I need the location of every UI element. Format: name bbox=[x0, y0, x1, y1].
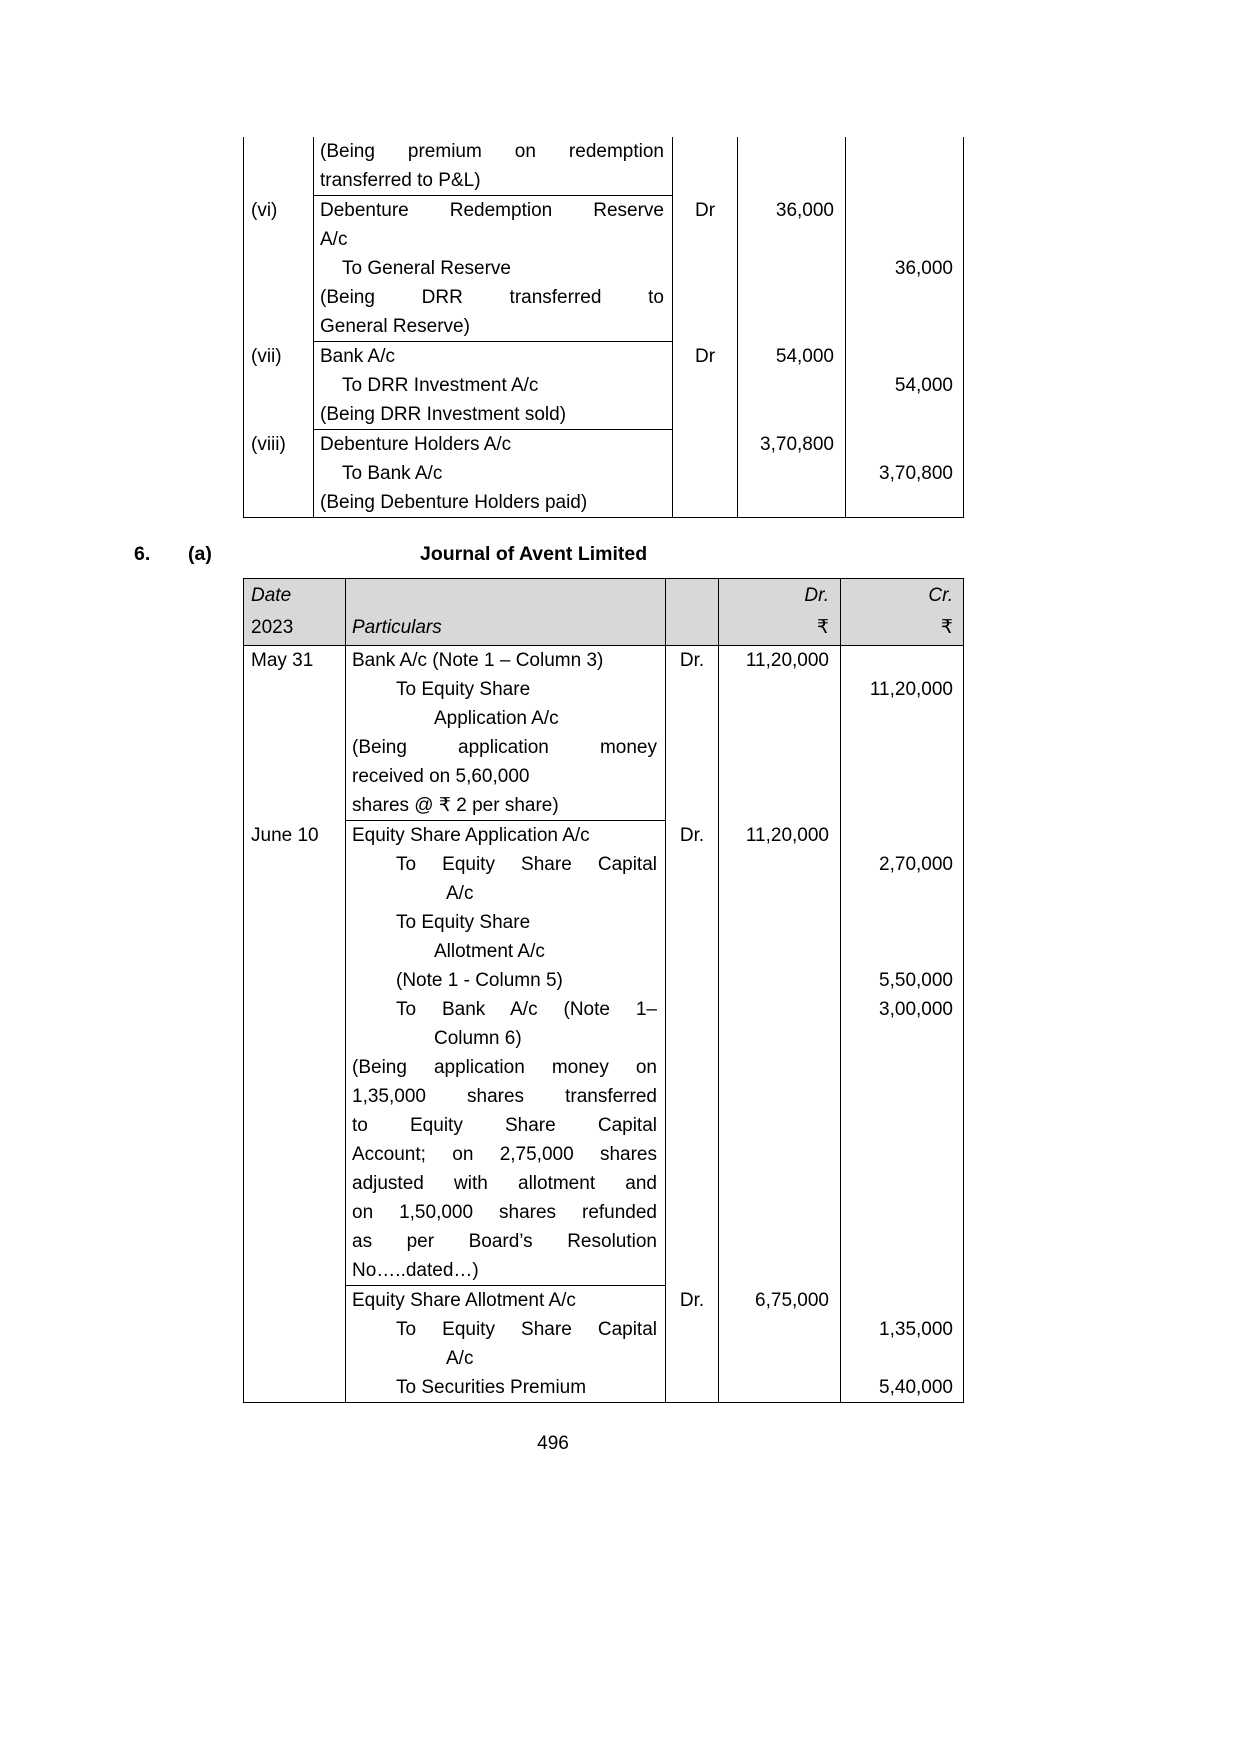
journal-line bbox=[244, 1227, 964, 1256]
particulars-cell: To General Reserve bbox=[314, 254, 673, 283]
journal-line bbox=[244, 1140, 964, 1169]
credit-amount-cell: 1,35,000 bbox=[841, 1315, 964, 1344]
credit-amount-cell bbox=[841, 762, 964, 791]
date-cell bbox=[244, 1053, 346, 1082]
date-cell bbox=[244, 1286, 346, 1316]
credit-amount-cell bbox=[841, 1082, 964, 1111]
credit-amount-cell: 2,70,000 bbox=[841, 850, 964, 879]
date-cell bbox=[244, 1227, 346, 1256]
question-number: 6. bbox=[134, 543, 151, 565]
credit-amount-cell: 3,70,800 bbox=[846, 459, 964, 488]
credit-amount-cell: 54,000 bbox=[846, 371, 964, 400]
debit-amount-cell bbox=[719, 1373, 841, 1403]
credit-amount-cell bbox=[841, 1344, 964, 1373]
journal-line bbox=[244, 254, 964, 283]
journal-line bbox=[244, 488, 964, 518]
debit-amount-cell bbox=[719, 733, 841, 762]
dr-label-cell bbox=[666, 937, 719, 966]
journal-line bbox=[244, 1344, 964, 1373]
credit-amount-cell bbox=[841, 1169, 964, 1198]
journal-line bbox=[244, 342, 964, 372]
dr-label-cell bbox=[673, 254, 738, 283]
date-cell bbox=[244, 675, 346, 704]
particulars-cell: A/c bbox=[346, 879, 666, 908]
particulars-column-header bbox=[346, 579, 666, 646]
particulars-cell: To Equity Share bbox=[346, 675, 666, 704]
journal-line bbox=[244, 225, 964, 254]
journal-title: Journal of Avent Limited bbox=[420, 543, 648, 565]
journal-line bbox=[244, 966, 964, 995]
particulars-cell: Account; on 2,75,000 shares bbox=[346, 1140, 666, 1169]
date-cell bbox=[244, 1111, 346, 1140]
debit-amount-cell bbox=[719, 1315, 841, 1344]
credit-amount-cell bbox=[846, 166, 964, 196]
journal-line bbox=[244, 1111, 964, 1140]
dr-label-cell bbox=[666, 704, 719, 733]
debit-amount-cell bbox=[719, 1344, 841, 1373]
particulars-cell: 1,35,000 shares transferred bbox=[346, 1082, 666, 1111]
credit-amount-cell bbox=[841, 1256, 964, 1286]
debit-amount-cell bbox=[719, 1198, 841, 1227]
credit-amount-cell: 11,20,000 bbox=[841, 675, 964, 704]
entry-ref-cell bbox=[244, 137, 314, 166]
credit-amount-cell bbox=[846, 400, 964, 430]
particulars-cell: A/c bbox=[346, 1344, 666, 1373]
date-cell bbox=[244, 1082, 346, 1111]
credit-amount-cell bbox=[841, 1198, 964, 1227]
credit-amount-cell bbox=[846, 342, 964, 372]
journal-line bbox=[244, 1256, 964, 1286]
journal-line bbox=[244, 1286, 964, 1316]
entry-ref-cell bbox=[244, 225, 314, 254]
debit-amount-cell bbox=[738, 137, 846, 166]
dr-label-cell bbox=[666, 1169, 719, 1198]
credit-amount-cell bbox=[841, 1286, 964, 1316]
date-cell bbox=[244, 1373, 346, 1403]
date-cell bbox=[244, 1315, 346, 1344]
particulars-cell: (Being premium on redemption bbox=[314, 137, 673, 166]
debit-amount-cell bbox=[738, 488, 846, 518]
dr-label-cell bbox=[673, 400, 738, 430]
particulars-cell: To Equity Share Capital bbox=[346, 1315, 666, 1344]
credit-amount-cell bbox=[841, 1053, 964, 1082]
journal-line bbox=[244, 850, 964, 879]
debit-amount-cell bbox=[719, 1169, 841, 1198]
dr-label-cell bbox=[666, 1373, 719, 1403]
debit-amount-cell: 11,20,000 bbox=[719, 646, 841, 676]
credit-amount-cell bbox=[841, 879, 964, 908]
entry-ref-cell bbox=[244, 371, 314, 400]
date-cell bbox=[244, 1344, 346, 1373]
header-row bbox=[244, 579, 964, 646]
cr-label: Cr. bbox=[928, 585, 953, 606]
credit-amount-cell: 5,40,000 bbox=[841, 1373, 964, 1403]
dr-label-cell bbox=[666, 1344, 719, 1373]
entry-ref-cell bbox=[244, 400, 314, 430]
particulars-cell: (Being Debenture Holders paid) bbox=[314, 488, 673, 518]
credit-amount-cell bbox=[846, 430, 964, 460]
journal-table-avent-header bbox=[244, 579, 964, 646]
dr-label: Dr. bbox=[804, 585, 829, 606]
particulars-cell: A/c bbox=[314, 225, 673, 254]
journal-line bbox=[244, 137, 964, 166]
date-cell bbox=[244, 1256, 346, 1286]
dr-label-column-header bbox=[666, 579, 719, 646]
credit-amount-cell bbox=[841, 1024, 964, 1053]
journal-line bbox=[244, 704, 964, 733]
date-cell: May 31 bbox=[244, 646, 346, 676]
credit-amount-cell: 36,000 bbox=[846, 254, 964, 283]
dr-label-cell bbox=[673, 312, 738, 342]
dr-label-cell bbox=[666, 908, 719, 937]
particulars-label: Particulars bbox=[352, 617, 442, 638]
year-label: 2023 bbox=[251, 617, 294, 638]
date-cell bbox=[244, 995, 346, 1024]
dr-label-cell bbox=[673, 137, 738, 166]
page-number: 496 bbox=[537, 1433, 569, 1454]
particulars-cell: (Being application money bbox=[346, 733, 666, 762]
journal-line bbox=[244, 166, 964, 196]
debit-amount-cell bbox=[738, 254, 846, 283]
dr-label-cell: Dr bbox=[673, 196, 738, 226]
spacer bbox=[352, 580, 657, 612]
date-label: Date bbox=[251, 585, 292, 606]
date-cell bbox=[244, 850, 346, 879]
debit-amount-cell bbox=[719, 1111, 841, 1140]
journal-line bbox=[244, 283, 964, 312]
dr-label-cell bbox=[666, 995, 719, 1024]
debit-amount-cell bbox=[719, 908, 841, 937]
dr-label-cell bbox=[666, 1198, 719, 1227]
dr-label-cell bbox=[673, 430, 738, 460]
journal-line bbox=[244, 1053, 964, 1082]
debit-amount-cell bbox=[719, 704, 841, 733]
journal-line bbox=[244, 995, 964, 1024]
debit-column-header bbox=[719, 579, 841, 646]
credit-amount-cell bbox=[841, 791, 964, 821]
journal-line bbox=[244, 430, 964, 460]
credit-amount-cell bbox=[846, 312, 964, 342]
dr-label-cell bbox=[666, 1256, 719, 1286]
debit-amount-cell bbox=[738, 371, 846, 400]
particulars-cell: as per Board’s Resolution bbox=[346, 1227, 666, 1256]
journal-line bbox=[244, 312, 964, 342]
credit-amount-cell: 3,00,000 bbox=[841, 995, 964, 1024]
journal-table-avent-body bbox=[244, 646, 964, 1403]
dr-label-cell bbox=[666, 1053, 719, 1082]
particulars-cell: Column 6) bbox=[346, 1024, 666, 1053]
journal-line bbox=[244, 733, 964, 762]
dr-label-cell bbox=[673, 166, 738, 196]
particulars-cell: transferred to P&L) bbox=[314, 166, 673, 196]
particulars-cell: Bank A/c bbox=[314, 342, 673, 372]
entry-ref-cell bbox=[244, 254, 314, 283]
dr-label-cell bbox=[666, 1082, 719, 1111]
date-cell bbox=[244, 1198, 346, 1227]
particulars-cell: shares @ ₹ 2 per share) bbox=[346, 791, 666, 821]
debit-amount-cell bbox=[738, 312, 846, 342]
credit-amount-cell bbox=[846, 137, 964, 166]
dr-label-cell bbox=[666, 762, 719, 791]
journal-line bbox=[244, 196, 964, 226]
debit-amount-cell bbox=[738, 400, 846, 430]
date-cell bbox=[244, 762, 346, 791]
particulars-cell: to Equity Share Capital bbox=[346, 1111, 666, 1140]
journal-line bbox=[244, 1169, 964, 1198]
dr-label-cell bbox=[666, 1227, 719, 1256]
credit-amount-cell bbox=[846, 283, 964, 312]
dr-label-cell bbox=[673, 371, 738, 400]
debit-amount-cell bbox=[719, 850, 841, 879]
journal-table-continuation-body bbox=[244, 137, 964, 518]
date-cell bbox=[244, 966, 346, 995]
journal-table-avent bbox=[243, 578, 964, 1403]
date-cell bbox=[244, 733, 346, 762]
dr-label-cell bbox=[666, 1140, 719, 1169]
particulars-cell: Equity Share Application A/c bbox=[346, 821, 666, 851]
entry-ref-cell: (vi) bbox=[244, 196, 314, 226]
journal-line bbox=[244, 1198, 964, 1227]
entry-ref-cell bbox=[244, 312, 314, 342]
particulars-cell: Debenture Holders A/c bbox=[314, 430, 673, 460]
credit-amount-cell bbox=[841, 1227, 964, 1256]
credit-amount-cell bbox=[841, 1111, 964, 1140]
question-part: (a) bbox=[188, 543, 212, 565]
date-cell: June 10 bbox=[244, 821, 346, 851]
journal-line bbox=[244, 937, 964, 966]
credit-amount-cell bbox=[841, 821, 964, 851]
credit-amount-cell bbox=[841, 908, 964, 937]
particulars-cell: No…..dated…) bbox=[346, 1256, 666, 1286]
particulars-cell: To Securities Premium bbox=[346, 1373, 666, 1403]
journal-line bbox=[244, 400, 964, 430]
debit-amount-cell: 6,75,000 bbox=[719, 1286, 841, 1316]
dr-label-cell bbox=[666, 1024, 719, 1053]
dr-label-cell: Dr. bbox=[666, 1286, 719, 1316]
debit-amount-cell: 54,000 bbox=[738, 342, 846, 372]
debit-amount-cell bbox=[719, 1082, 841, 1111]
section-heading bbox=[0, 541, 1241, 569]
journal-line bbox=[244, 791, 964, 821]
credit-amount-cell: 5,50,000 bbox=[841, 966, 964, 995]
journal-table-continuation bbox=[243, 137, 964, 518]
credit-amount-cell bbox=[841, 937, 964, 966]
particulars-cell: To Equity Share Capital bbox=[346, 850, 666, 879]
date-cell bbox=[244, 1140, 346, 1169]
particulars-cell: on 1,50,000 shares refunded bbox=[346, 1198, 666, 1227]
entry-ref-cell bbox=[244, 166, 314, 196]
credit-amount-cell bbox=[841, 646, 964, 676]
debit-amount-cell: 11,20,000 bbox=[719, 821, 841, 851]
debit-amount-cell bbox=[719, 1256, 841, 1286]
dr-label-cell bbox=[673, 283, 738, 312]
particulars-cell: Debenture Redemption Reserve bbox=[314, 196, 673, 226]
debit-amount-cell bbox=[719, 995, 841, 1024]
credit-amount-cell bbox=[841, 704, 964, 733]
dr-label-cell bbox=[666, 675, 719, 704]
date-column-header bbox=[244, 579, 346, 646]
date-cell bbox=[244, 879, 346, 908]
particulars-cell: (Being application money on bbox=[346, 1053, 666, 1082]
debit-amount-cell bbox=[719, 937, 841, 966]
date-cell bbox=[244, 908, 346, 937]
journal-line bbox=[244, 646, 964, 676]
debit-amount-cell bbox=[719, 791, 841, 821]
dr-label-cell bbox=[666, 850, 719, 879]
debit-amount-cell bbox=[738, 166, 846, 196]
journal-line bbox=[244, 371, 964, 400]
entry-ref-cell bbox=[244, 459, 314, 488]
dr-label-cell bbox=[666, 791, 719, 821]
credit-amount-cell bbox=[841, 1140, 964, 1169]
debit-amount-cell bbox=[738, 225, 846, 254]
particulars-cell: received on 5,60,000 bbox=[346, 762, 666, 791]
debit-amount-cell bbox=[719, 966, 841, 995]
dr-label-cell bbox=[673, 225, 738, 254]
debit-amount-cell: 36,000 bbox=[738, 196, 846, 226]
date-cell bbox=[244, 791, 346, 821]
particulars-cell: Application A/c bbox=[346, 704, 666, 733]
dr-label-cell bbox=[666, 1315, 719, 1344]
entry-ref-cell bbox=[244, 283, 314, 312]
date-cell bbox=[244, 1169, 346, 1198]
dr-label-cell: Dr bbox=[673, 342, 738, 372]
credit-amount-cell bbox=[841, 733, 964, 762]
cr-currency-symbol: ₹ bbox=[940, 617, 953, 638]
debit-amount-cell bbox=[719, 1024, 841, 1053]
journal-line bbox=[244, 821, 964, 851]
debit-amount-cell bbox=[719, 675, 841, 704]
entry-ref-cell bbox=[244, 488, 314, 518]
debit-amount-cell: 3,70,800 bbox=[738, 430, 846, 460]
journal-line bbox=[244, 762, 964, 791]
particulars-cell: (Being DRR transferred to bbox=[314, 283, 673, 312]
dr-label-cell bbox=[666, 733, 719, 762]
dr-label-cell bbox=[666, 1111, 719, 1140]
debit-amount-cell bbox=[719, 1140, 841, 1169]
dr-label-cell: Dr. bbox=[666, 821, 719, 851]
particulars-cell: adjusted with allotment and bbox=[346, 1169, 666, 1198]
credit-amount-cell bbox=[846, 488, 964, 518]
dr-label-cell: Dr. bbox=[666, 646, 719, 676]
journal-line bbox=[244, 908, 964, 937]
particulars-cell: Allotment A/c bbox=[346, 937, 666, 966]
debit-amount-cell bbox=[719, 879, 841, 908]
particulars-cell: General Reserve) bbox=[314, 312, 673, 342]
particulars-cell: To Bank A/c (Note 1– bbox=[346, 995, 666, 1024]
journal-line bbox=[244, 1315, 964, 1344]
dr-label-cell bbox=[666, 879, 719, 908]
particulars-cell: (Note 1 - Column 5) bbox=[346, 966, 666, 995]
credit-amount-cell bbox=[846, 225, 964, 254]
entry-ref-cell: (vii) bbox=[244, 342, 314, 372]
journal-line bbox=[244, 675, 964, 704]
particulars-cell: Bank A/c (Note 1 – Column 3) bbox=[346, 646, 666, 676]
particulars-cell: Equity Share Allotment A/c bbox=[346, 1286, 666, 1316]
journal-line bbox=[244, 1082, 964, 1111]
entry-ref-cell: (viii) bbox=[244, 430, 314, 460]
dr-label-cell bbox=[666, 966, 719, 995]
date-cell bbox=[244, 704, 346, 733]
particulars-cell: To Equity Share bbox=[346, 908, 666, 937]
journal-line bbox=[244, 459, 964, 488]
particulars-cell: (Being DRR Investment sold) bbox=[314, 400, 673, 430]
credit-column-header bbox=[841, 579, 964, 646]
date-cell bbox=[244, 1024, 346, 1053]
dr-label-cell bbox=[673, 459, 738, 488]
journal-line bbox=[244, 1024, 964, 1053]
debit-amount-cell bbox=[719, 1053, 841, 1082]
debit-amount-cell bbox=[719, 762, 841, 791]
credit-amount-cell bbox=[846, 196, 964, 226]
journal-line bbox=[244, 879, 964, 908]
journal-line bbox=[244, 1373, 964, 1403]
date-cell bbox=[244, 937, 346, 966]
debit-amount-cell bbox=[738, 283, 846, 312]
dr-currency-symbol: ₹ bbox=[816, 617, 829, 638]
particulars-cell: To Bank A/c bbox=[314, 459, 673, 488]
debit-amount-cell bbox=[719, 1227, 841, 1256]
dr-label-cell bbox=[673, 488, 738, 518]
debit-amount-cell bbox=[738, 459, 846, 488]
particulars-cell: To DRR Investment A/c bbox=[314, 371, 673, 400]
